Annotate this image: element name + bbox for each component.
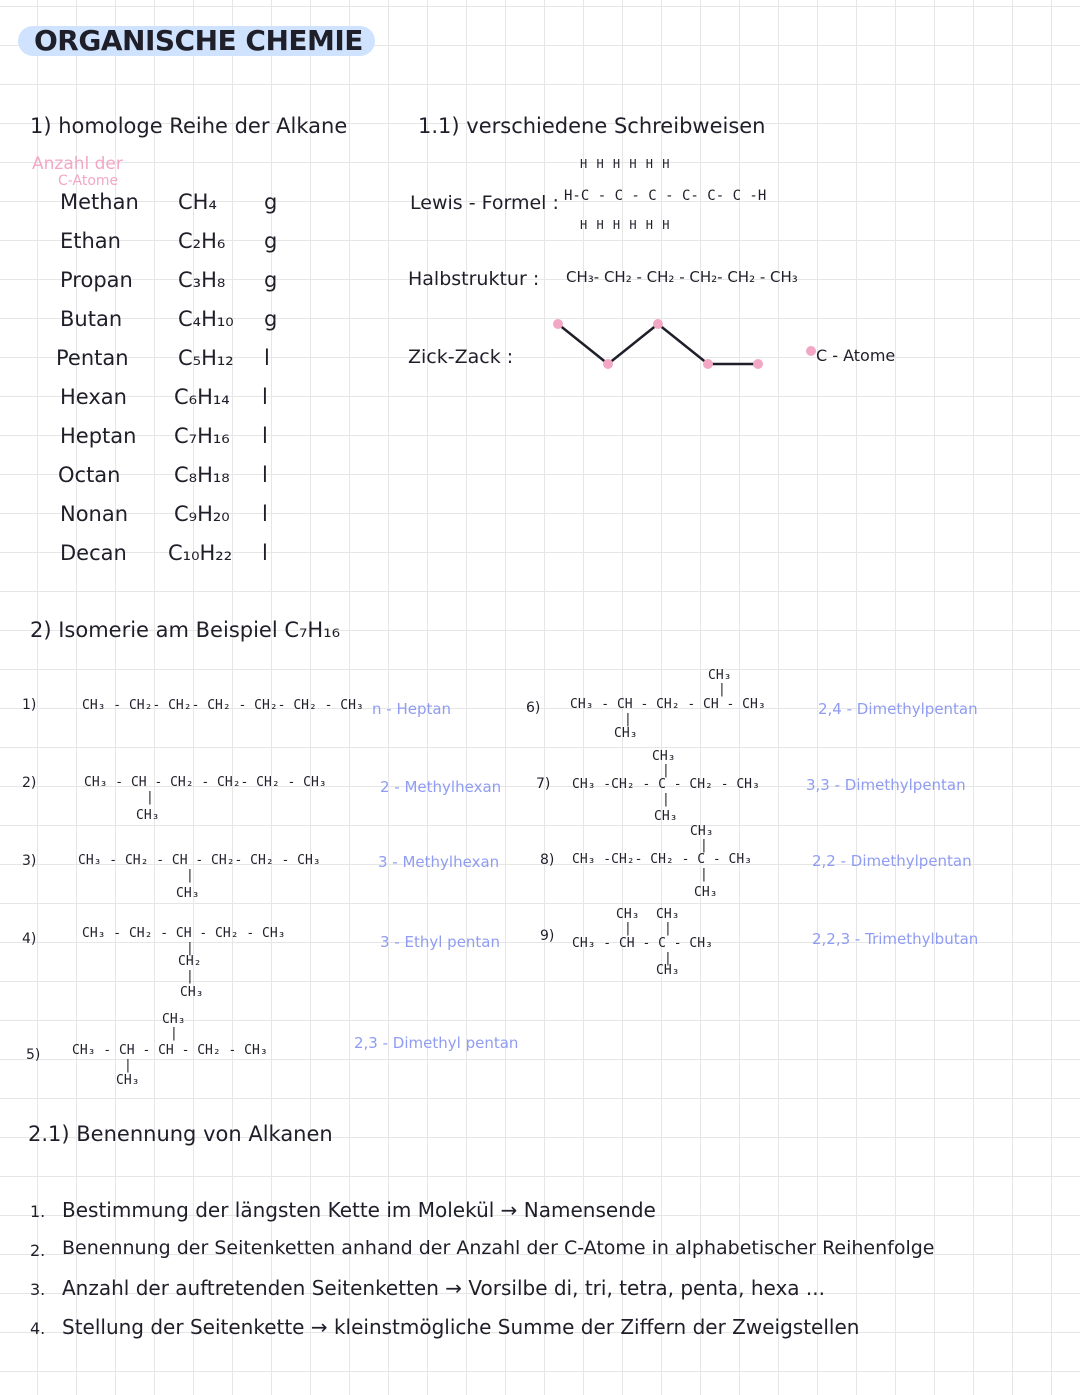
rule-text: Stellung der Seitenkette → kleinstmögliche Summe der Ziffern der Zweigstellen — [62, 1315, 860, 1339]
rule-number: 2. — [30, 1241, 46, 1260]
rule-number: 3. — [30, 1280, 46, 1299]
alkane-name: Nonan — [60, 502, 129, 526]
branch-bond: | — [624, 712, 632, 727]
branch-bond: | — [664, 951, 672, 966]
branch-group: CH₃ — [694, 885, 718, 900]
branch-group: CH₃ — [656, 963, 680, 978]
c-atom-legend-dot — [806, 346, 816, 356]
branch-bond: | — [186, 969, 194, 984]
isomer-name: n - Heptan — [372, 700, 452, 718]
alkane-formula: C₇H₁₆ — [174, 424, 230, 448]
lewis-bottom-h: H H H H H H — [580, 218, 670, 232]
isomer-structure: CH₃ -CH₂ - C - CH₂ - CH₃ — [572, 777, 760, 792]
alkane-formula: C₃H₈ — [178, 268, 226, 292]
count-label-2: C-Atome — [58, 173, 119, 189]
branch-group: CH₃ — [708, 668, 732, 683]
rule-number: 4. — [30, 1319, 46, 1338]
branch-bond: | — [146, 790, 154, 805]
isomer-structure: CH₃ - CH - CH₂ - CH - CH₃ — [570, 697, 766, 712]
alkane-formula: CH₄ — [178, 190, 217, 214]
branch-bond: | — [662, 792, 670, 807]
branch-group: CH₃ — [654, 809, 678, 824]
branch-bond: | — [718, 682, 726, 697]
alkane-formula: C₂H₆ — [178, 229, 226, 253]
branch-group: CH₃ — [652, 749, 676, 764]
alkane-formula: C₆H₁₄ — [174, 385, 230, 409]
branch-bond: | — [662, 763, 670, 778]
c-atom-legend-label: C - Atome — [816, 346, 896, 365]
alkane-name: Ethan — [60, 229, 121, 253]
alkane-state: l — [262, 463, 268, 487]
alkane-name: Methan — [60, 190, 139, 214]
alkane-name: Heptan — [60, 424, 137, 448]
alkane-formula: C₅H₁₂ — [178, 346, 234, 370]
alkane-formula: C₉H₂₀ — [174, 502, 230, 526]
branch-group: CH₃ — [176, 886, 200, 901]
isomer-structure: CH₃ - CH - C - CH₃ — [572, 936, 713, 951]
lewis-chain: H-C - C - C - C- C- C -H — [564, 188, 767, 204]
alkane-formula: C₄H₁₀ — [178, 307, 234, 331]
branch-group: CH₃ — [162, 1012, 186, 1027]
isomer-number: 4) — [22, 931, 37, 947]
alkane-state: g — [264, 229, 278, 253]
alkane-state: g — [264, 190, 278, 214]
section11-heading: 1.1) verschiedene Schreibweisen — [418, 114, 766, 138]
zigzag-label: Zick-Zack : — [408, 346, 514, 368]
branch-bond: | — [186, 941, 194, 956]
alkane-formula: C₁₀H₂₂ — [168, 541, 233, 565]
rule-text: Benennung der Seitenketten anhand der Anzahl der C-Atome in alphabetischer Reihenfolge — [62, 1237, 935, 1259]
section2-heading: 2) Isomerie am Beispiel C₇H₁₆ — [30, 618, 341, 642]
branch-bond: | — [124, 1058, 132, 1073]
alkane-state: l — [262, 541, 268, 565]
rule-number: 1. — [30, 1202, 46, 1221]
half-structure-formula: CH₃- CH₂ - CH₂ - CH₂- CH₂ - CH₃ — [566, 268, 798, 286]
isomer-structure: CH₃ -CH₂- CH₂ - C - CH₃ — [572, 852, 753, 867]
lewis-label: Lewis - Formel : — [410, 192, 559, 214]
isomer-number: 6) — [526, 700, 541, 716]
alkane-name: Octan — [58, 463, 121, 487]
isomer-structure: CH₃ - CH₂ - CH - CH₂- CH₂ - CH₃ — [78, 853, 321, 868]
branch-bond: | — [170, 1026, 178, 1041]
branch-group: CH₃ — [690, 824, 714, 839]
isomer-structure: CH₃ - CH₂- CH₂- CH₂ - CH₂- CH₂ - CH₃ — [82, 698, 364, 713]
alkane-name: Butan — [60, 307, 123, 331]
isomer-structure: CH₃ - CH - CH₂ - CH₂- CH₂ - CH₃ — [84, 775, 327, 790]
section1-heading: 1) homologe Reihe der Alkane — [30, 114, 348, 138]
section21-heading: 2.1) Benennung von Alkanen — [28, 1122, 333, 1146]
page-title: ORGANISCHE CHEMIE — [18, 26, 375, 56]
isomer-name: 2,4 - Dimethylpentan — [818, 700, 978, 718]
alkane-state: l — [262, 502, 268, 526]
rule-text: Bestimmung der längsten Kette im Molekül → Namensende — [62, 1198, 656, 1222]
branch-group: CH₂ — [178, 954, 202, 969]
isomer-name: 2,3 - Dimethyl pentan — [354, 1034, 519, 1052]
isomer-structure: CH₃ - CH₂ - CH - CH₂ - CH₃ — [82, 926, 286, 941]
isomer-number: 7) — [536, 776, 551, 792]
isomer-number: 5) — [26, 1047, 41, 1063]
alkane-state: l — [262, 424, 268, 448]
isomer-name: 3 - Methylhexan — [378, 853, 500, 871]
alkane-name: Hexan — [60, 385, 127, 409]
count-label: Anzahl der — [32, 154, 123, 174]
isomer-number: 2) — [22, 775, 37, 791]
branch-bond: | — [700, 867, 708, 882]
alkane-state: g — [264, 268, 278, 292]
alkane-state: g — [264, 307, 278, 331]
branch-group: CH₃ — [656, 907, 680, 922]
isomer-number: 9) — [540, 928, 555, 944]
zigzag-skeleton — [548, 316, 768, 372]
isomer-number: 8) — [540, 852, 555, 868]
alkane-state: l — [264, 346, 270, 370]
isomer-number: 1) — [22, 697, 37, 713]
branch-group: CH₃ — [136, 808, 160, 823]
rule-text: Anzahl der auftretenden Seitenketten → Vorsilbe di, tri, tetra, penta, hexa ... — [62, 1276, 825, 1300]
lewis-top-h: H H H H H H — [580, 157, 670, 171]
isomer-name: 3 - Ethyl pentan — [380, 933, 501, 951]
branch-bond: | — [186, 868, 194, 883]
alkane-name: Propan — [60, 268, 133, 292]
isomer-structure: CH₃ - CH - CH - CH₂ - CH₃ — [72, 1043, 268, 1058]
branch-bond: | — [700, 838, 708, 853]
branch-group: CH₃ — [614, 726, 638, 741]
isomer-number: 3) — [22, 853, 37, 869]
branch-group: CH₃ — [616, 907, 640, 922]
alkane-name: Pentan — [56, 346, 129, 370]
isomer-name: 3,3 - Dimethylpentan — [806, 776, 966, 794]
branch-group: CH₃ — [180, 985, 204, 1000]
alkane-formula: C₈H₁₈ — [174, 463, 230, 487]
isomer-name: 2 - Methylhexan — [380, 778, 502, 796]
branch-bond: | — [664, 921, 672, 936]
branch-group: CH₃ — [116, 1073, 140, 1088]
alkane-name: Decan — [60, 541, 127, 565]
alkane-state: l — [262, 385, 268, 409]
half-structure-label: Halbstruktur : — [408, 268, 540, 290]
branch-bond: | — [624, 921, 632, 936]
isomer-name: 2,2 - Dimethylpentan — [812, 852, 972, 870]
isomer-name: 2,2,3 - Trimethylbutan — [812, 930, 979, 948]
